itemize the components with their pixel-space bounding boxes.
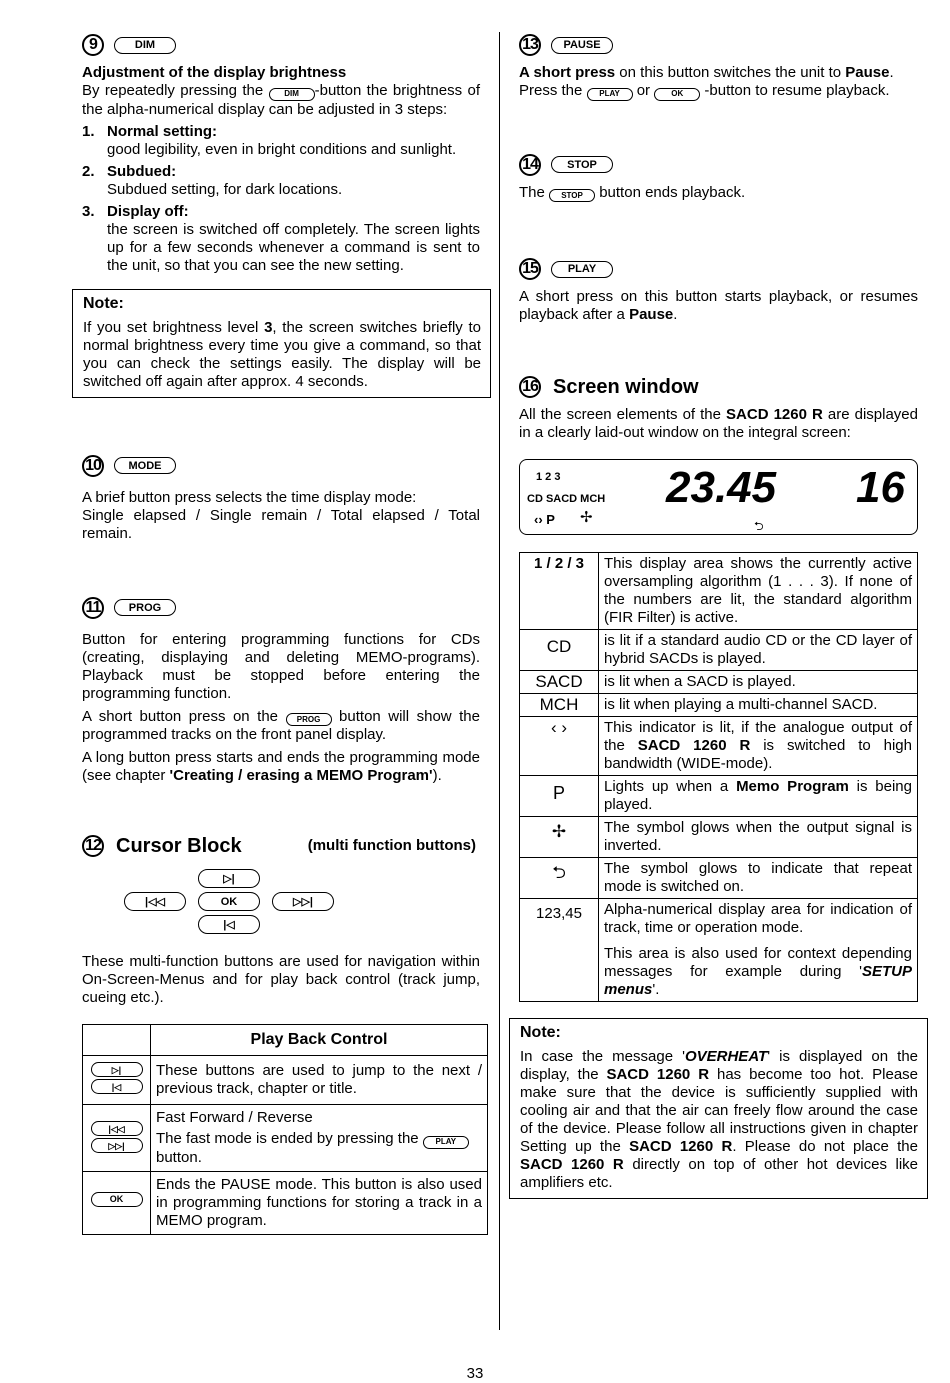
table-cell: Ends the PAUSE mode. This button is also used in programming functions for storing a track in a MEMO program. <box>151 1171 488 1234</box>
list-item: 3. Display off: the screen is switched off completely. The screen lights up for a few seconds whenever a command is sent to the unit, so that you can see the new setting. <box>82 202 480 274</box>
repeat-icon: ⮌ <box>754 519 764 533</box>
table-cell: This display area shows the currently active oversampling algorithm (1 . . . 3). If none of the numbers are lit, the standard algorithm (FIR Filter) is active. <box>599 553 918 630</box>
section-subtitle: (multi function buttons) <box>307 837 476 854</box>
right-column <box>519 30 918 1199</box>
next-button-icon: ▷| <box>198 869 260 888</box>
section-text: By repeatedly pressing the DIM -button the brightness of the alpha-numerical display can be adjusted in 3 steps: <box>82 82 480 118</box>
invert-icon: ✢ <box>580 509 593 526</box>
section-text: A brief button press selects the time display mode: <box>82 488 417 506</box>
repeat-icon: ⮌ <box>520 858 599 899</box>
table-key: CD <box>520 630 599 671</box>
section-text: These multi-function buttons are used for navigation within On-Screen-Menus and for play back control (track jump, cueing etc.). <box>82 953 480 1006</box>
table-row <box>520 858 918 899</box>
play-inline-icon: PLAY <box>423 1136 469 1149</box>
table-row <box>520 776 918 817</box>
table-cell: Alpha-numerical display area for indication of track, time or operation mode. This area is also used for context depending messages for example during 'SETUP menus'. <box>599 899 918 1002</box>
table-row <box>83 1056 488 1105</box>
table-key: 1 / 2 / 3 <box>520 553 599 630</box>
table-row <box>520 694 918 717</box>
list-item: 1. Normal setting: good legibility, even in bright conditions and sunlight. <box>82 122 457 158</box>
section-number: 9 <box>82 34 104 56</box>
section-number: 12 <box>82 835 104 857</box>
section-number: 14 <box>519 154 541 176</box>
next-button-icon: ▷| <box>91 1062 143 1077</box>
table-key: 123,45 <box>520 899 599 1002</box>
prog-inline-icon: PROG <box>286 713 332 726</box>
stop-button-icon: STOP <box>551 156 613 173</box>
left-column <box>82 30 480 1235</box>
page-number: 33 <box>466 1365 484 1382</box>
table-row <box>520 717 918 776</box>
table-cell: Lights up when a Memo Program is being played. <box>599 776 918 817</box>
section-text: All the screen elements of the SACD 1260 R are displayed in a clearly laid-out window on the integral screen: <box>519 406 918 441</box>
playback-control-table <box>82 1024 488 1235</box>
section-title: Screen window <box>553 376 699 398</box>
table-cell: The symbol glows to indicate that repeat mode is switched on. <box>599 858 918 899</box>
section-number: 16 <box>519 376 541 398</box>
table-cell: These buttons are used to jump to the next / previous track, chapter or title. <box>151 1056 488 1105</box>
table-row <box>520 817 918 858</box>
section-number: 13 <box>519 34 541 56</box>
section-number: 15 <box>519 258 541 280</box>
table-cell: is lit when a SACD is played. <box>599 671 918 694</box>
section-text: A long button press starts and ends the programming mode (see chapter 'Creating / erasing a MEMO Program'). <box>82 749 480 784</box>
ok-inline-icon: OK <box>654 88 700 101</box>
section-text: A short press on this button switches the unit to Pause. <box>519 64 894 81</box>
table-cell: is lit if a standard audio CD or the CD layer of hybrid SACDs is played. <box>599 630 918 671</box>
table-cell: Fast Forward / Reverse The fast mode is ended by pressing the PLAY button. <box>151 1105 488 1172</box>
lcd-symbols: ‹› P <box>534 512 555 527</box>
note-text: If you set brightness level 3, the screen switches briefly to normal brightness every time you give a command, so that you can check the settings easily. The display will be switched off again after approx. 4 seconds. <box>83 318 481 390</box>
fast-reverse-button-icon: |◁◁ <box>91 1121 143 1136</box>
table-row <box>520 899 918 1002</box>
note-title: Note: <box>520 1024 561 1041</box>
section-heading: Adjustment of the display brightness <box>82 64 347 81</box>
table-row <box>520 630 918 671</box>
section-mode <box>82 451 480 543</box>
section-screen-window <box>519 372 918 1002</box>
table-cell: This indicator is lit, if the analogue output of the SACD 1260 R is switched to high bandwidth (WIDE-mode). <box>599 717 918 776</box>
table-key: SACD <box>520 671 599 694</box>
note-title: Note: <box>83 294 124 312</box>
fast-reverse-button-icon: |◁◁ <box>124 892 186 911</box>
table-row <box>520 553 918 630</box>
section-text: Press the PLAY or OK -button to resume playback. <box>519 82 890 99</box>
lcd-time: 23.45 <box>666 463 777 512</box>
section-number: 11 <box>82 597 104 619</box>
prog-button-icon: PROG <box>114 599 176 616</box>
ok-button-icon: OK <box>198 892 260 911</box>
ok-button-icon: OK <box>91 1192 143 1207</box>
lcd-algorithm-numbers: 1 2 3 <box>536 471 561 483</box>
dim-inline-icon: DIM <box>269 88 315 101</box>
note-box <box>509 1018 928 1199</box>
section-play <box>519 254 918 324</box>
note-text: In case the message 'OVERHEAT' is displayed on the display, the SACD 1260 R has become too hot. Please make sure that the device is sufficiently supplied with cooling air and that the air can freely flow around the case of the device. Please follow all instructions given in chapter Setting up the SACD 1260 R. Please do not place the SACD 1260 R directly on top of other hot devices like amplifiers etc. <box>520 1048 919 1191</box>
column-divider <box>499 32 500 1330</box>
section-dim <box>82 30 480 275</box>
section-cursor-block <box>82 831 480 1235</box>
table-key: P <box>520 776 599 817</box>
section-text: A short button press on the PROG button will show the programmed tracks on the front panel display. <box>82 707 480 743</box>
section-number: 10 <box>82 455 104 477</box>
table-cell: The symbol glows when the output signal is inverted. <box>599 817 918 858</box>
lcd-display-illustration <box>519 459 918 535</box>
lcd-track: 16 <box>856 463 905 512</box>
table-header: Play Back Control <box>151 1025 488 1056</box>
mode-button-icon: MODE <box>114 457 176 474</box>
previous-button-icon: |◁ <box>91 1079 143 1094</box>
section-title: Cursor Block <box>116 835 242 857</box>
note-box <box>72 289 491 398</box>
section-prog <box>82 593 480 786</box>
section-text: Single elapsed / Single remain / Total elapsed / Total remain. <box>82 506 480 542</box>
wide-mode-icon: ‹ › <box>520 717 599 776</box>
dim-button-icon: DIM <box>114 37 176 54</box>
cursor-block-diagram <box>82 869 480 941</box>
fast-forward-button-icon: ▷▷| <box>91 1138 143 1153</box>
play-button-icon: PLAY <box>551 261 613 278</box>
fast-forward-button-icon: ▷▷| <box>272 892 334 911</box>
invert-icon: ✢ <box>520 817 599 858</box>
section-pause <box>519 30 918 101</box>
section-stop <box>519 150 918 203</box>
screen-elements-table <box>519 552 918 1002</box>
stop-inline-icon: STOP <box>549 189 595 202</box>
table-cell: is lit when playing a multi-channel SACD. <box>599 694 918 717</box>
table-row <box>83 1105 488 1172</box>
play-inline-icon: PLAY <box>587 88 633 101</box>
list-item: 2. Subdued: Subdued setting, for dark locations. <box>82 162 343 198</box>
lcd-disc-labels: CD SACD MCH <box>527 493 606 505</box>
section-text: Button for entering programming functions for CDs (creating, displaying and deleting MEMO-programs). Playback must be stopped before entering the programming function. <box>82 630 480 702</box>
step-list <box>82 123 480 275</box>
table-row <box>83 1171 488 1234</box>
table-row <box>520 671 918 694</box>
table-key: MCH <box>520 694 599 717</box>
previous-button-icon: |◁ <box>198 915 260 934</box>
pause-button-icon: PAUSE <box>551 37 613 54</box>
section-text: A short press on this button starts playback, or resumes playback after a Pause. <box>519 288 918 323</box>
section-text: The STOP button ends playback. <box>519 183 746 201</box>
